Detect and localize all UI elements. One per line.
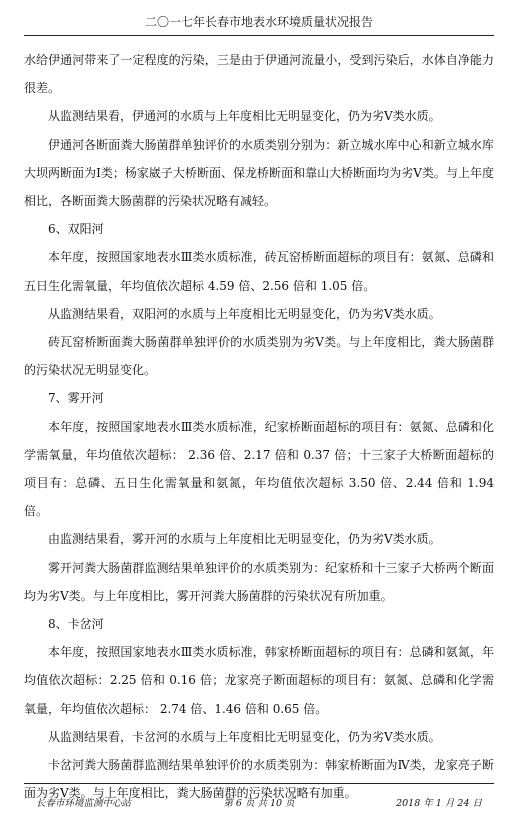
paragraph-wukai-exceed: 本年度，按照国家地表水Ⅲ类水质标准，纪家桥断面超标的项目有：氨氮、总磷和化学需氧量，年均值依次超标： 2.36 倍、2.17 倍和 0.37 倍；十三家子大桥断面超标的项目有：总磷、五日生化需氧量和氨氮，年均值依次超标 3.50 倍、2.44 倍和 1.94 倍。 <box>24 419 494 519</box>
paragraph-kacha-exceed: 本年度，按照国家地表水Ⅲ类水质标准，韩家桥断面超标的项目有：总磷和氨氮，年均值依次超标：2.25 倍和 0.16 倍；龙家亮子断面超标的项目有：氨氮、总磷和化学需氧量，年均值依次超标： 2.74 倍、1.46 倍和 0.65 倍。 <box>24 645 494 716</box>
footer-date: 2018 年 1 月 24 日 <box>396 798 482 809</box>
section-heading-wukai: 7、雾开河 <box>48 391 104 406</box>
paragraph-kacha-coliform: 卡岔河粪大肠菌群监测结果单独评价的水质类别为：韩家桥断面为Ⅳ类，龙家亮子断面为劣Ⅴ类。与上年度相比，粪大肠菌群的污染状况略有加重。 <box>24 758 494 801</box>
paragraph-continuation: 水给伊通河带来了一定程度的污染，三是由于伊通河流量小，受到污染后，水体自净能力很差。 <box>24 53 494 96</box>
page-footer <box>24 796 494 812</box>
footer-organization: 长春市环境监测中心站 <box>36 798 132 809</box>
footer-page-number: 第 6 页 共 10 页 <box>223 798 295 809</box>
document-body <box>24 46 494 807</box>
paragraph-shuangyang-conclusion: 从监测结果看，双阳河的水质与上年度相比无明显变化，仍为劣Ⅴ类水质。 <box>48 306 441 321</box>
section-heading-shuangyang: 6、双阳河 <box>48 222 104 237</box>
report-title: 二〇一七年长春市地表水环境质量状况报告 <box>144 15 373 29</box>
paragraph-wukai-coliform: 雾开河粪大肠菌群监测结果单独评价的水质类别为：纪家桥和十三家子大桥两个断面均为劣Ⅴ类。与上年度相比，雾开河粪大肠菌群的污染状况有所加重。 <box>24 560 494 603</box>
footer-divider <box>24 783 494 784</box>
paragraph-wukai-conclusion: 由监测结果看，雾开河的水质与上年度相比无明显变化，仍为劣Ⅴ类水质。 <box>48 532 441 547</box>
paragraph-shuangyang-exceed: 本年度，按照国家地表水Ⅲ类水质标准，砖瓦窑桥断面超标的项目有：氨氮、总磷和五日生化需氧量，年均值依次超标 4.59 倍、2.56 倍和 1.05 倍。 <box>24 250 494 293</box>
section-heading-kacha: 8、卡岔河 <box>48 617 104 632</box>
page-header <box>24 14 494 36</box>
paragraph-yitong-coliform: 伊通河各断面粪大肠菌群单独评价的水质类别分别为：新立城水库中心和新立城水库大坝两断面为Ⅰ类；杨家崴子大桥断面、保龙桥断面和靠山大桥断面均为劣Ⅴ类。与上年度相比，各断面粪大肠菌群的污染状况略有减轻。 <box>24 137 494 209</box>
paragraph-kacha-conclusion: 从监测结果看，卡岔河的水质与上年度相比无明显变化，仍为劣Ⅴ类水质。 <box>48 729 441 744</box>
paragraph-yitong-conclusion: 从监测结果看，伊通河的水质与上年度相比无明显变化，仍为劣Ⅴ类水质。 <box>48 109 441 124</box>
paragraph-shuangyang-coliform: 砖瓦窑桥断面粪大肠菌群单独评价的水质类别为劣Ⅴ类。与上年度相比，粪大肠菌群的污染状况无明显变化。 <box>24 335 494 378</box>
